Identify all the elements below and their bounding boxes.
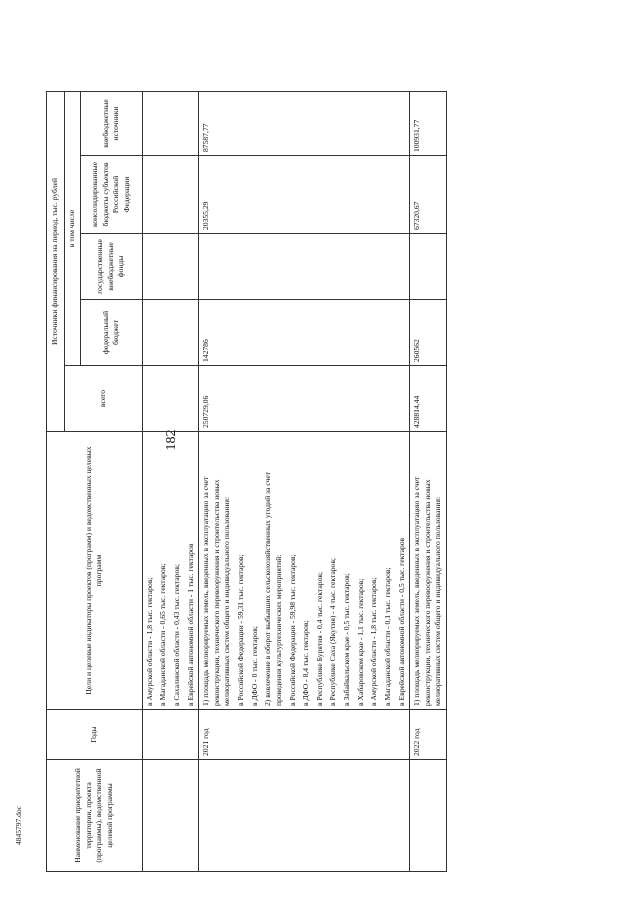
cell-state-funds	[142, 234, 199, 300]
header-extra: внебюджетные источники	[80, 92, 142, 156]
cell-extra: 87587,77	[199, 92, 410, 156]
cell-regional	[142, 156, 199, 234]
page-number: 182	[164, 429, 179, 451]
cell-state-funds	[410, 234, 447, 300]
header-state-funds: государственные внебюджетные фонды	[80, 234, 142, 300]
table-row	[142, 92, 199, 872]
table-row	[410, 92, 447, 872]
cell-name	[199, 760, 410, 872]
cell-goals	[142, 432, 199, 710]
goal-line: 1) площадь мелиорируемых земель, введенных в эксплуатацию за счет реконструкции, технического перевооружения и строительства новых мелиоративных систем общего и индивидуального пользования:	[201, 476, 232, 706]
file-reference: 4845797.doc	[14, 806, 23, 845]
header-federal: федеральный бюджет	[80, 300, 142, 366]
funding-table	[46, 91, 447, 872]
goal-line: в Амурской области - 1,8 тыс. гектаров;	[144, 577, 154, 706]
header-goals: Цели и целевые индикаторы проектов (программ) и ведомственных целевых программ	[47, 432, 143, 710]
header-including: в том числе	[65, 92, 81, 366]
cell-goals	[199, 432, 410, 710]
goal-line: в Забайкальском крае - 0,5 тыс. гектаров;	[342, 573, 351, 706]
cell-name	[410, 760, 447, 872]
goal-line: в Еврейской автономной области - 1 тыс. гектаров	[185, 543, 195, 706]
cell-regional: 67320,67	[410, 156, 447, 234]
cell-name	[142, 760, 199, 872]
cell-year: 2022 год	[410, 710, 447, 760]
table-row	[199, 92, 410, 872]
cell-year	[142, 710, 199, 760]
goal-line: в Республике Саха (Якутия) - 4 тыс. гектаров;	[328, 557, 338, 706]
rotated-table-container	[46, 92, 594, 872]
goal-line: в Российской Федерации - 59,98 тыс. гектаров;	[287, 554, 297, 706]
goal-line: в Хабаровском крае - 1,1 тыс. гектаров;	[355, 578, 365, 706]
cell-goals	[410, 432, 447, 710]
cell-total	[142, 366, 199, 432]
header-total: всего	[65, 366, 143, 432]
cell-federal: 142786	[199, 300, 410, 366]
header-funding: Источники финансирования на период, тыс. рублей	[47, 92, 65, 432]
goal-line: в Сахалинской области - 0,43 тыс. гектаров;	[171, 564, 181, 706]
header-years: Годы	[47, 710, 143, 760]
goal-line: в ДФО - 0 тыс. гектаров;	[249, 626, 259, 706]
cell-total: 428814,44	[410, 366, 447, 432]
goal-line: в Еврейской автономной области - 0,5 тыс. гектаров	[396, 537, 406, 706]
cell-year: 2021 год	[199, 710, 410, 760]
goal-line: в Амурской области - 1,8 тыс. гектаров;	[369, 577, 379, 706]
cell-federal	[142, 300, 199, 366]
cell-extra	[142, 92, 199, 156]
cell-state-funds	[199, 234, 410, 300]
goal-line: 2) вовлечение в оборот выбывших сельскохозяйственных угодий за счет проведения культуртехнических мероприятий:	[263, 471, 283, 706]
cell-total: 250729,06	[199, 366, 410, 432]
cell-extra: 100931,77	[410, 92, 447, 156]
goal-line: в Магаданской области - 0,1 тыс. гектаров;	[382, 567, 392, 706]
header-regional: консолидированные бюджеты субъектов Российской Федерации	[80, 156, 142, 234]
goal-line: в Республике Бурятия - 0,4 тыс. гектаров;	[314, 571, 324, 706]
goal-line: 1) площадь мелиорируемых земель, введенных в эксплуатацию за счет реконструкции, технического перевооружения и строительства новых мелиоративных систем общего и индивидуального пользования:	[412, 476, 443, 706]
cell-federal: 260562	[410, 300, 447, 366]
header-name: Наименование приоритетной территории, проекта (программы), ведомственной целевой программы	[47, 760, 143, 872]
cell-regional: 20355,29	[199, 156, 410, 234]
goal-line: в Российской Федерации - 59,31 тыс. гектаров;	[236, 554, 245, 706]
goal-line: в Магаданской области - 0,65 тыс. гектаров;	[158, 563, 168, 706]
goal-line: в ДФО - 8,4 тыс. гектаров;	[301, 620, 311, 706]
